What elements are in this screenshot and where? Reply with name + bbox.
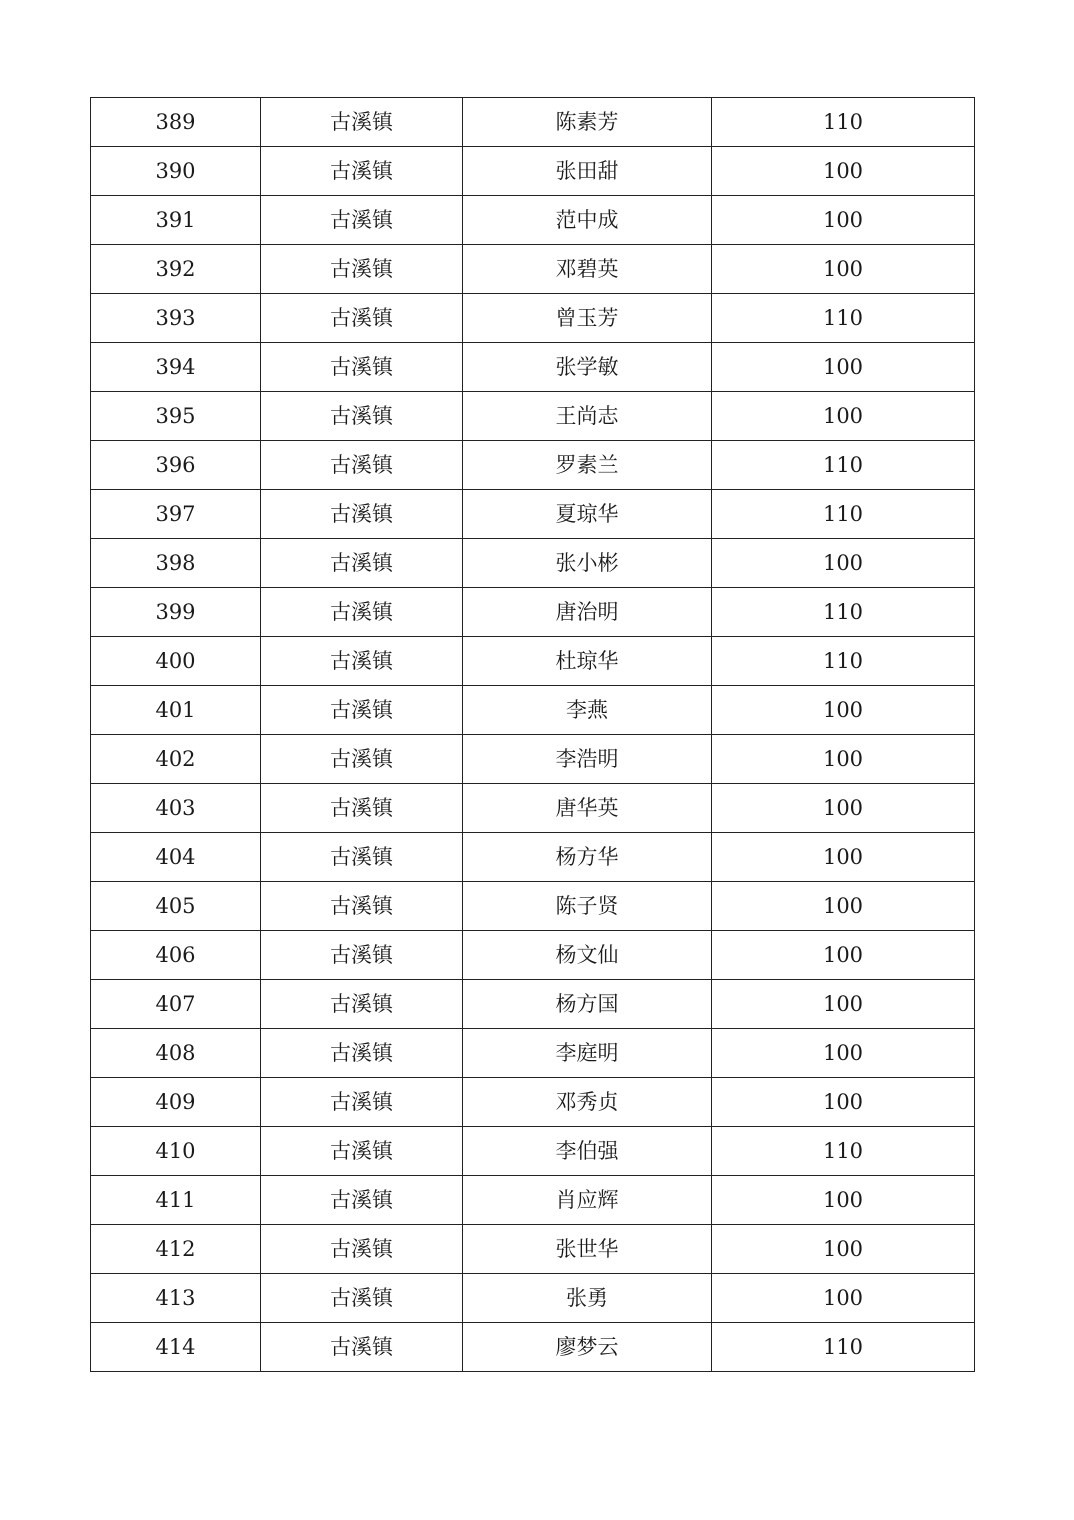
town-cell: 古溪镇 — [261, 343, 463, 392]
name-cell: 李燕 — [463, 686, 712, 735]
name-cell: 张世华 — [463, 1225, 712, 1274]
row-number-cell: 403 — [91, 784, 261, 833]
name-cell: 张田甜 — [463, 147, 712, 196]
name-cell: 廖梦云 — [463, 1323, 712, 1372]
amount-cell: 100 — [712, 686, 975, 735]
name-cell: 肖应辉 — [463, 1176, 712, 1225]
town-cell: 古溪镇 — [261, 490, 463, 539]
amount-cell: 100 — [712, 735, 975, 784]
table-row — [91, 1127, 975, 1176]
amount-cell: 110 — [712, 1127, 975, 1176]
table-row — [91, 490, 975, 539]
amount-cell: 100 — [712, 833, 975, 882]
row-number-cell: 389 — [91, 98, 261, 147]
amount-cell: 100 — [712, 245, 975, 294]
table-row — [91, 1323, 975, 1372]
town-cell: 古溪镇 — [261, 686, 463, 735]
table-row — [91, 196, 975, 245]
row-number-cell: 400 — [91, 637, 261, 686]
name-cell: 李庭明 — [463, 1029, 712, 1078]
row-number-cell: 401 — [91, 686, 261, 735]
table-row — [91, 294, 975, 343]
row-number-cell: 413 — [91, 1274, 261, 1323]
town-cell: 古溪镇 — [261, 441, 463, 490]
amount-cell: 100 — [712, 343, 975, 392]
row-number-cell: 408 — [91, 1029, 261, 1078]
name-cell: 张小彬 — [463, 539, 712, 588]
town-cell: 古溪镇 — [261, 294, 463, 343]
amount-cell: 100 — [712, 1078, 975, 1127]
table-row — [91, 637, 975, 686]
name-cell: 范中成 — [463, 196, 712, 245]
town-cell: 古溪镇 — [261, 196, 463, 245]
table-row — [91, 882, 975, 931]
town-cell: 古溪镇 — [261, 784, 463, 833]
amount-cell: 110 — [712, 441, 975, 490]
amount-cell: 100 — [712, 1176, 975, 1225]
name-cell: 李伯强 — [463, 1127, 712, 1176]
table-row — [91, 784, 975, 833]
town-cell: 古溪镇 — [261, 637, 463, 686]
town-cell: 古溪镇 — [261, 980, 463, 1029]
amount-cell: 100 — [712, 1029, 975, 1078]
row-number-cell: 409 — [91, 1078, 261, 1127]
table-row — [91, 392, 975, 441]
amount-cell: 110 — [712, 588, 975, 637]
town-cell: 古溪镇 — [261, 1127, 463, 1176]
table-row — [91, 343, 975, 392]
amount-cell: 100 — [712, 931, 975, 980]
town-cell: 古溪镇 — [261, 1029, 463, 1078]
row-number-cell: 396 — [91, 441, 261, 490]
amount-cell: 110 — [712, 294, 975, 343]
table-row — [91, 1274, 975, 1323]
table-row — [91, 588, 975, 637]
table-row — [91, 147, 975, 196]
table-row — [91, 980, 975, 1029]
row-number-cell: 391 — [91, 196, 261, 245]
table-row — [91, 833, 975, 882]
table-row — [91, 1078, 975, 1127]
town-cell: 古溪镇 — [261, 1176, 463, 1225]
row-number-cell: 412 — [91, 1225, 261, 1274]
row-number-cell: 395 — [91, 392, 261, 441]
table-row — [91, 1176, 975, 1225]
name-cell: 唐华英 — [463, 784, 712, 833]
town-cell: 古溪镇 — [261, 98, 463, 147]
name-cell: 张勇 — [463, 1274, 712, 1323]
amount-cell: 110 — [712, 637, 975, 686]
amount-cell: 110 — [712, 490, 975, 539]
amount-cell: 100 — [712, 882, 975, 931]
table-row — [91, 1225, 975, 1274]
amount-cell: 110 — [712, 98, 975, 147]
row-number-cell: 394 — [91, 343, 261, 392]
town-cell: 古溪镇 — [261, 1274, 463, 1323]
amount-cell: 100 — [712, 392, 975, 441]
row-number-cell: 404 — [91, 833, 261, 882]
name-cell: 邓秀贞 — [463, 1078, 712, 1127]
name-cell: 张学敏 — [463, 343, 712, 392]
table-row — [91, 735, 975, 784]
row-number-cell: 390 — [91, 147, 261, 196]
table-row — [91, 1029, 975, 1078]
name-cell: 杨文仙 — [463, 931, 712, 980]
row-number-cell: 392 — [91, 245, 261, 294]
town-cell: 古溪镇 — [261, 1078, 463, 1127]
name-cell: 罗素兰 — [463, 441, 712, 490]
town-cell: 古溪镇 — [261, 833, 463, 882]
row-number-cell: 406 — [91, 931, 261, 980]
row-number-cell: 402 — [91, 735, 261, 784]
amount-cell: 100 — [712, 1225, 975, 1274]
row-number-cell: 414 — [91, 1323, 261, 1372]
row-number-cell: 407 — [91, 980, 261, 1029]
amount-cell: 110 — [712, 1323, 975, 1372]
table-row — [91, 441, 975, 490]
table-row — [91, 98, 975, 147]
amount-cell: 100 — [712, 539, 975, 588]
town-cell: 古溪镇 — [261, 588, 463, 637]
name-cell: 夏琼华 — [463, 490, 712, 539]
table-row — [91, 686, 975, 735]
amount-cell: 100 — [712, 784, 975, 833]
town-cell: 古溪镇 — [261, 245, 463, 294]
row-number-cell: 398 — [91, 539, 261, 588]
name-cell: 邓碧英 — [463, 245, 712, 294]
row-number-cell: 393 — [91, 294, 261, 343]
name-cell: 杨方华 — [463, 833, 712, 882]
town-cell: 古溪镇 — [261, 392, 463, 441]
roster-table-body — [91, 98, 975, 1372]
town-cell: 古溪镇 — [261, 882, 463, 931]
town-cell: 古溪镇 — [261, 539, 463, 588]
row-number-cell: 405 — [91, 882, 261, 931]
town-cell: 古溪镇 — [261, 1323, 463, 1372]
name-cell: 陈子贤 — [463, 882, 712, 931]
name-cell: 唐治明 — [463, 588, 712, 637]
name-cell: 杨方国 — [463, 980, 712, 1029]
table-row — [91, 931, 975, 980]
name-cell: 李浩明 — [463, 735, 712, 784]
table-row — [91, 539, 975, 588]
name-cell: 杜琼华 — [463, 637, 712, 686]
town-cell: 古溪镇 — [261, 931, 463, 980]
table-row — [91, 245, 975, 294]
row-number-cell: 397 — [91, 490, 261, 539]
name-cell: 陈素芳 — [463, 98, 712, 147]
amount-cell: 100 — [712, 196, 975, 245]
town-cell: 古溪镇 — [261, 735, 463, 784]
amount-cell: 100 — [712, 980, 975, 1029]
amount-cell: 100 — [712, 147, 975, 196]
name-cell: 王尚志 — [463, 392, 712, 441]
row-number-cell: 411 — [91, 1176, 261, 1225]
town-cell: 古溪镇 — [261, 1225, 463, 1274]
row-number-cell: 399 — [91, 588, 261, 637]
amount-cell: 100 — [712, 1274, 975, 1323]
roster-table — [90, 97, 975, 1372]
town-cell: 古溪镇 — [261, 147, 463, 196]
row-number-cell: 410 — [91, 1127, 261, 1176]
name-cell: 曾玉芳 — [463, 294, 712, 343]
